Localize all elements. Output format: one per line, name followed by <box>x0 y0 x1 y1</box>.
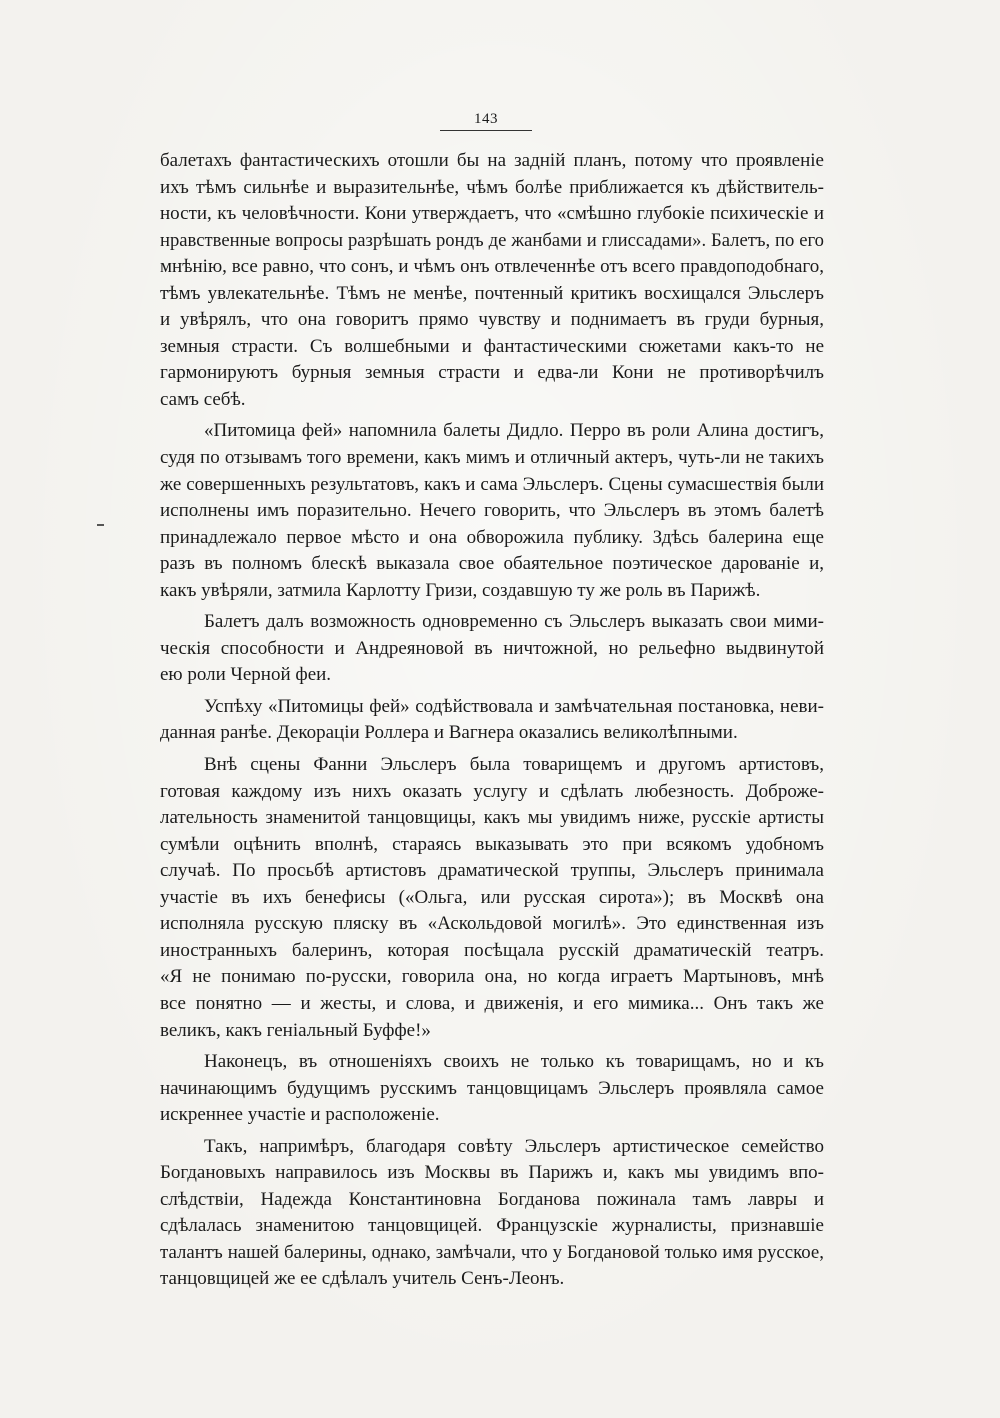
paragraph <box>160 418 824 604</box>
paragraph <box>160 694 824 747</box>
page-number: 143 <box>474 111 498 127</box>
margin-mark <box>97 524 104 526</box>
paragraph <box>160 609 824 689</box>
text-line: Такъ, напримѣръ, благодаря совѣту Эльслеръ артистическое семейство <box>204 1135 824 1157</box>
header-rule <box>440 130 532 131</box>
text-line: мнѣнiю, все равно, что сонъ, и чѣмъ онъ отвлеченнѣе отъ всего правдоподобнаго, <box>160 256 824 278</box>
text-line: участiе въ ихъ бенефисы («Ольга, или русская сирота»); въ Москвѣ она <box>160 886 824 908</box>
text-line: Богдановыхъ направилось изъ Москвы въ Парижъ и, какъ мы увидимъ впо- <box>160 1162 824 1184</box>
text-line: случаѣ. По просьбѣ артистовъ драматической труппы, Эльслеръ принимала <box>160 860 824 882</box>
text-line: сдѣлалась знаменитою танцовщицей. Французскiе журналисты, признавшiе <box>160 1215 824 1237</box>
paragraph <box>160 1049 824 1129</box>
text-line: же совершенныхъ результатовъ, какъ и сама Эльслеръ. Сцены сумасшествiя были <box>160 473 824 495</box>
text-line: Наконецъ, въ отношенiяхъ своихъ не только къ товарищамъ, но и къ <box>204 1051 824 1073</box>
text-line: Успѣху «Питомицы фей» содѣйствовала и замѣчательная постановка, неви- <box>204 695 824 717</box>
text-line: талантъ нашей балерины, однако, замѣчали, что у Богдановой только имя русское, <box>160 1241 824 1263</box>
text-line: ихъ тѣмъ сильнѣе и выразительнѣе, чѣмъ болѣе приближается къ дѣйствитель- <box>160 176 824 198</box>
page-header <box>440 110 532 131</box>
text-line: искреннее участiе и расположенiе. <box>160 1104 440 1126</box>
text-line: лательность знаменитой танцовщицы, какъ мы увидимъ ниже, русскiе артисты <box>160 807 824 829</box>
text-line: судя по отзывамъ того времени, какъ мимъ и отличный актеръ, чуть-ли не такихъ <box>160 447 824 469</box>
text-line: великъ, какъ генiальный Буффе!» <box>160 1019 431 1041</box>
text-line: какъ увѣряли, затмила Карлотту Гризи, создавшую ту же роль въ Парижѣ. <box>160 579 761 601</box>
text-line: принадлежало первое мѣсто и она обворожила публику. Здѣсь балерина еще <box>160 526 824 548</box>
text-line: разъ въ полномъ блескѣ выказала свое обаятельное поэтическое дарованiе и, <box>160 553 824 575</box>
text-line: сумѣли оцѣнить вполнѣ, стараясь выказывать это при всякомъ удобномъ <box>160 833 824 855</box>
text-line: иностранныхъ балеринъ, которая посѣщала русскiй драматическiй театръ. <box>160 939 824 961</box>
text-line: готовая каждому изъ нихъ оказать услугу и сдѣлать любезность. Доброже- <box>160 780 824 802</box>
text-line: исполняла русскую пляску въ «Аскольдовой могилѣ». Это единственная изъ <box>160 913 824 935</box>
text-line: балетахъ фантастическихъ отошли бы на заднiй планъ, потому что проявленiе <box>160 150 824 171</box>
text-line: земныя страсти. Съ волшебными и фантастическими сюжетами какъ-то не <box>160 335 824 357</box>
text-line: нравственные вопросы разрѣшать рондъ де жанбами и глиссадами». Балетъ, по его <box>160 229 824 251</box>
paragraph <box>160 148 824 413</box>
text-line: «Я не понимаю по-русски, говорила она, но когда играетъ Мартыновъ, мнѣ <box>160 966 824 988</box>
text-line: данная ранѣе. Декорацiи Роллера и Вагнера оказались великолѣпными. <box>160 722 738 744</box>
paragraph <box>160 1134 824 1293</box>
text-line: ческiя способности и Андреяновой въ ничтожной, но рельефно выдвинутой <box>160 637 824 659</box>
text-line: исполнены имъ поразительно. Нечего говорить, что Эльслеръ въ этомъ балетѣ <box>160 500 824 522</box>
text-line: начинающимъ будущимъ русскимъ танцовщицамъ Эльслеръ проявляла самое <box>160 1077 824 1099</box>
text-line: Внѣ сцены Фанни Эльслеръ была товарищемъ и другомъ артистовъ, <box>204 754 824 776</box>
text-line: гармонируютъ бурныя земныя страсти и едва-ли Кони не противорѣчилъ <box>160 362 824 384</box>
text-line: Балетъ далъ возможность одновременно съ Эльслеръ выказать свои мими- <box>204 611 824 633</box>
text-line: танцовщицей же ее сдѣлалъ учитель Сенъ-Леонъ. <box>160 1268 565 1290</box>
text-line: и увѣрялъ, что она говоритъ прямо чувству и поднимаетъ въ груди бурныя, <box>160 309 824 331</box>
text-line: «Питомица фей» напомнила балеты Дидло. Перро въ роли Алина достигъ, <box>204 420 824 442</box>
text-line: все понятно — и жесты, и слова, и движенiя, и его мимика... Онъ такъ же <box>160 992 824 1014</box>
text-line: тѣмъ увлекательнѣе. Тѣмъ не менѣе, почтенный критикъ восхищался Эльслеръ <box>160 282 824 304</box>
body-text <box>160 148 824 1293</box>
paragraph <box>160 752 824 1044</box>
text-line: ности, къ человѣчности. Кони утверждаетъ, что «смѣшно глубокiе психическiе и <box>160 203 824 225</box>
text-line: ею роли Черной феи. <box>160 664 332 686</box>
text-line: слѣдствiи, Надежда Константиновна Богданова пожинала тамъ лавры и <box>160 1188 824 1210</box>
text-line: самъ себѣ. <box>160 388 246 410</box>
